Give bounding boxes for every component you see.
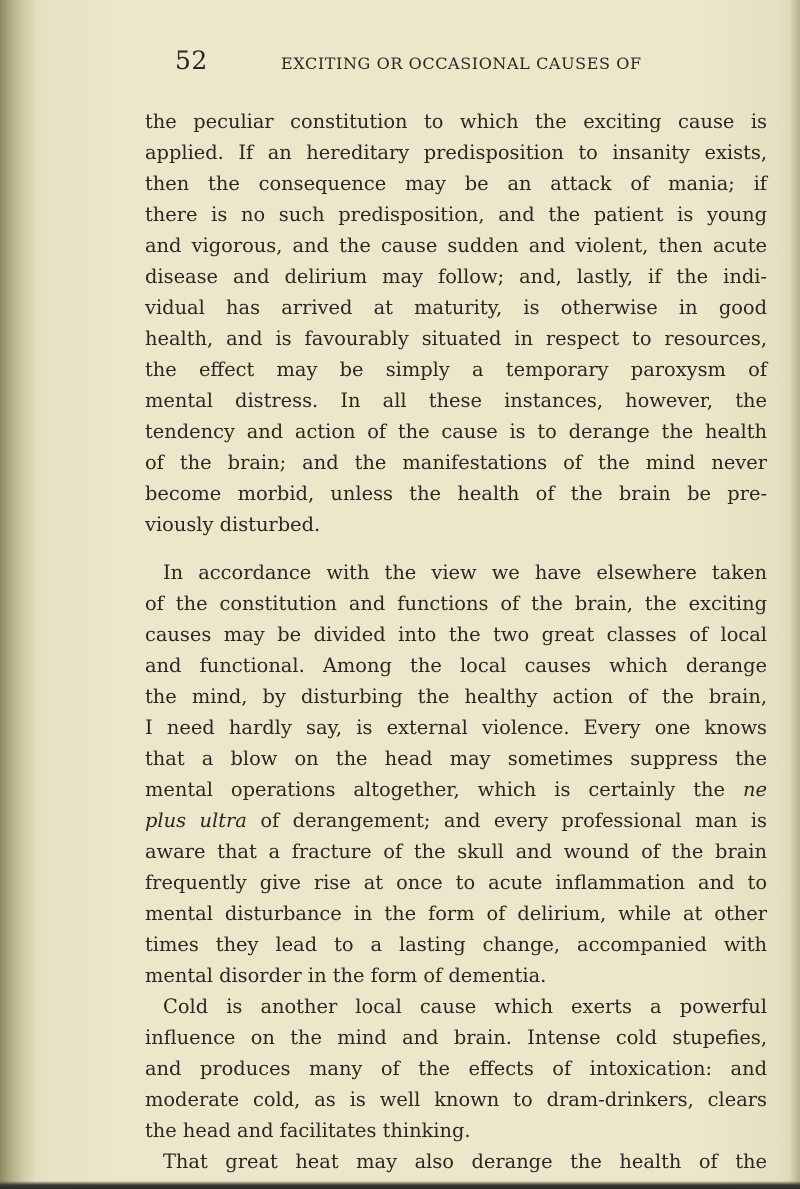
text-line: mental disturbance in the form of delirium, while at other (145, 902, 767, 925)
text-line: of the brain; and the manifestations of the mind never (145, 451, 767, 474)
text-line: that a blow on the head may sometimes suppress the (145, 747, 767, 770)
text-line: influence on the mind and brain. Intense cold stupefies, (145, 1026, 767, 1049)
text-line: tendency and action of the cause is to derange the health (145, 420, 767, 443)
text-line: the mind, by disturbing the healthy action of the brain, (145, 685, 767, 708)
paragraph-4 (145, 1146, 767, 1177)
text-line: causes may be divided into the two great classes of local (145, 623, 767, 646)
text-line: the peculiar constitution to which the exciting cause is (145, 110, 767, 133)
italic-phrase: ne (743, 778, 767, 801)
text-line: moderate cold, as is well known to dram-drinkers, clears (145, 1088, 767, 1111)
text-line-with-italic (145, 774, 767, 805)
text-line-with-italic (145, 805, 767, 836)
page-number: 52 (175, 46, 208, 75)
paragraph-2 (145, 557, 767, 991)
text-line: frequently give rise at once to acute inflammation and to (145, 871, 767, 894)
text-line: That great heat may also derange the health of the (163, 1150, 767, 1173)
text-line: mental disorder in the form of dementia. (145, 964, 547, 987)
paragraph-3 (145, 991, 767, 1146)
text-line: the head and facilitates thinking. (145, 1119, 471, 1142)
page-edge-shadow (790, 0, 800, 1189)
text-line: aware that a fracture of the skull and wound of the brain (145, 840, 767, 863)
text-line: mental distress. In all these instances, however, the (145, 389, 767, 412)
text-line: and produces many of the effects of intoxication: and (145, 1057, 767, 1080)
italic-phrase: plus ultra (145, 809, 247, 832)
page-bottom-edge (0, 1181, 800, 1189)
text-line: disease and delirium may follow; and, lastly, if the indi- (145, 265, 767, 288)
text-line: the effect may be simply a temporary paroxysm of (145, 358, 767, 381)
paragraph-spacer (145, 540, 767, 557)
text-line: then the consequence may be an attack of mania; if (145, 172, 767, 195)
text-line: times they lead to a lasting change, accompanied with (145, 933, 767, 956)
text-line: there is no such predisposition, and the patient is young (145, 203, 767, 226)
text-line: Cold is another local cause which exerts a powerful (163, 995, 767, 1018)
text-line: applied. If an hereditary predisposition to insanity exists, (145, 141, 767, 164)
page-header (175, 46, 775, 80)
text-line: I need hardly say, is external violence. Every one knows (145, 716, 767, 739)
page-gutter-shadow (0, 0, 36, 1189)
text-line: In accordance with the view we have elsewhere taken (163, 561, 767, 584)
text-line: and functional. Among the local causes which derange (145, 654, 767, 677)
body-text (145, 106, 767, 1177)
text-line: health, and is favourably situated in respect to resources, (145, 327, 767, 350)
text-fragment: of derangement; and every professional man is (260, 809, 767, 832)
text-fragment: mental operations altogether, which is certainly the (145, 778, 725, 801)
text-line: become morbid, unless the health of the brain be pre- (145, 482, 767, 505)
running-title: EXCITING OR OCCASIONAL CAUSES OF (281, 54, 642, 73)
text-line: of the constitution and functions of the brain, the exciting (145, 592, 767, 615)
text-line: vidual has arrived at maturity, is otherwise in good (145, 296, 767, 319)
text-line: viously disturbed. (145, 513, 321, 536)
text-line: and vigorous, and the cause sudden and violent, then acute (145, 234, 767, 257)
paragraph-1 (145, 106, 767, 540)
